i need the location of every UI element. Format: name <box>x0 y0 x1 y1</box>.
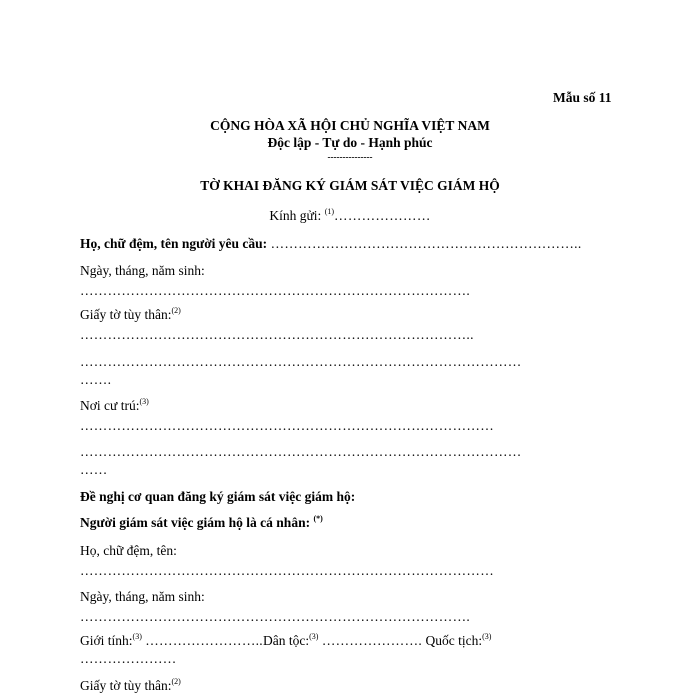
kinh-gui-blank[interactable]: ………………… <box>334 208 431 223</box>
supervisor-ethnic-label: Dân tộc: <box>262 633 310 648</box>
supervisor-gender-ethnic-line <box>80 633 491 649</box>
requester-id-blank-3[interactable]: ……. <box>80 372 112 387</box>
supervisor-heading: Người giám sát việc giám hộ là cá nhân: <box>80 515 311 530</box>
supervisor-name-blank[interactable]: ……………………………………………………………………………… <box>80 563 494 578</box>
request-heading: Đề nghị cơ quan đăng ký giám sát việc giám hộ: <box>80 489 356 504</box>
kinh-gui-label: Kính gửi: <box>269 208 322 223</box>
supervisor-nationality-blank[interactable]: ………………… <box>80 651 177 666</box>
country-name: CỘNG HÒA XÃ HỘI CHỦ NGHĨA VIỆT NAM <box>210 118 490 133</box>
requester-id-label: Giấy tờ tùy thân: <box>80 307 172 322</box>
requester-id-blank-2[interactable]: …………………………………………………………………………………… <box>80 354 522 369</box>
requester-residence-line <box>80 398 149 414</box>
requester-residence-label: Nơi cư trú: <box>80 398 140 413</box>
supervisor-heading-line <box>80 515 323 531</box>
requester-name-blank[interactable]: ………………………………………………………….. <box>270 236 582 251</box>
supervisor-dob-blank[interactable]: …………………………………………………………………………. <box>80 609 471 624</box>
supervisor-id-footnote: (2) <box>171 677 181 686</box>
kinh-gui-line <box>0 208 700 224</box>
requester-dob-label: Ngày, tháng, năm sinh: <box>80 263 205 278</box>
supervisor-heading-footnote: (*) <box>313 514 323 523</box>
requester-id-footnote: (2) <box>171 306 181 315</box>
requester-dob-blank[interactable]: …………………………………………………………………………. <box>80 283 471 298</box>
supervisor-gender-footnote: (3) <box>132 632 142 641</box>
supervisor-dob-label: Ngày, tháng, năm sinh: <box>80 589 205 604</box>
kinh-gui-footnote: (1) <box>324 207 335 216</box>
supervisor-id-line <box>80 678 181 694</box>
national-motto: Độc lập - Tự do - Hạnh phúc <box>267 135 433 150</box>
requester-residence-blank-3[interactable]: …… <box>80 462 108 477</box>
supervisor-nationality-footnote: (3) <box>482 632 492 641</box>
requester-residence-blank-1[interactable]: ……………………………………………………………………………… <box>80 418 494 433</box>
supervisor-gender-blank[interactable]: …………………….. <box>145 633 263 648</box>
requester-residence-blank-2[interactable]: …………………………………………………………………………………… <box>80 444 522 459</box>
supervisor-id-label: Giấy tờ tùy thân: <box>80 678 172 693</box>
supervisor-ethnic-blank[interactable]: …………………. <box>321 633 423 648</box>
requester-name-label: Họ, chữ đệm, tên người yêu cầu: <box>80 236 268 251</box>
requester-name-line <box>80 236 582 252</box>
requester-id-blank-1[interactable]: ………………………………………………………………………….. <box>80 327 474 342</box>
form-number: Mẫu số 11 <box>553 90 612 105</box>
requester-id-line <box>80 307 181 323</box>
requester-residence-footnote: (3) <box>139 397 149 406</box>
header-divider: --------------- <box>327 152 373 162</box>
form-title: TỜ KHAI ĐĂNG KÝ GIÁM SÁT VIỆC GIÁM HỘ <box>200 178 500 193</box>
supervisor-ethnic-footnote: (3) <box>309 632 319 641</box>
supervisor-name-label: Họ, chữ đệm, tên: <box>80 543 177 558</box>
supervisor-gender-label: Giới tính: <box>80 633 133 648</box>
supervisor-nationality-label: Quốc tịch: <box>425 633 483 648</box>
